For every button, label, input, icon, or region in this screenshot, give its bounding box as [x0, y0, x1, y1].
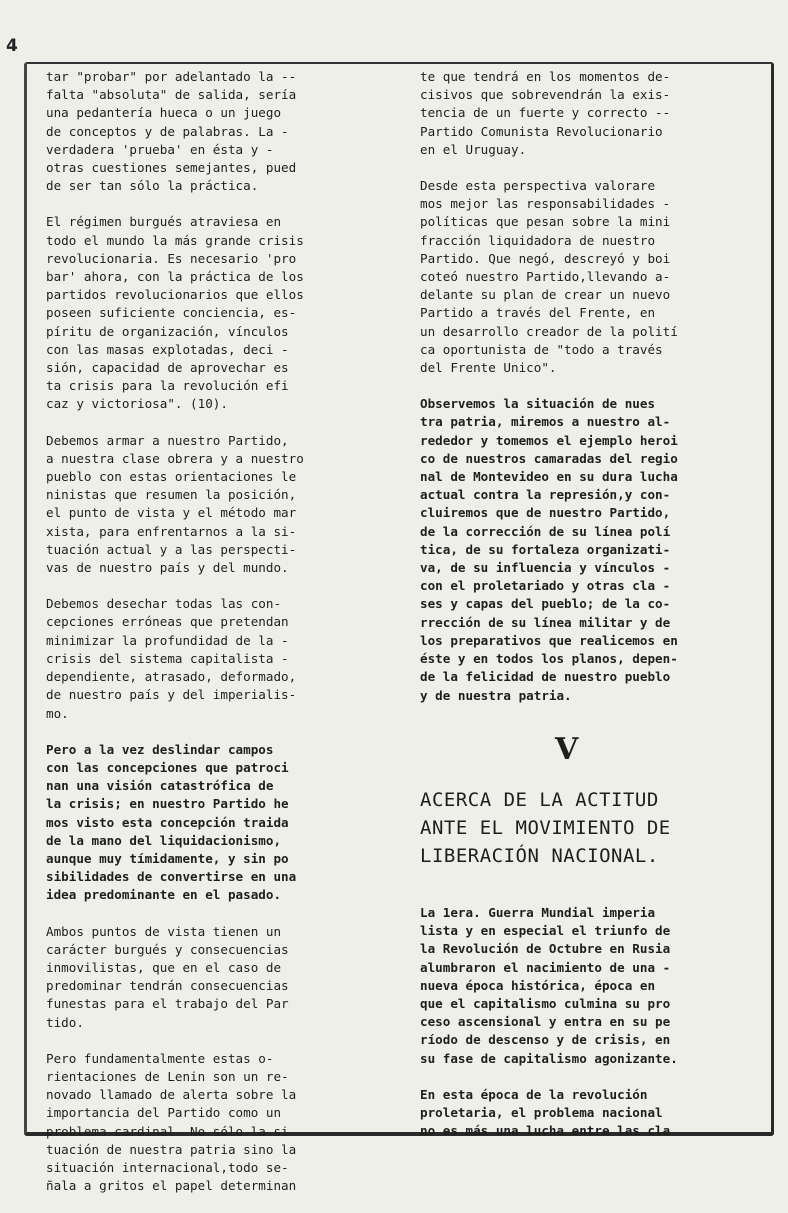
paragraph: Observemos la situación de nues tra patria, miremos a nuestro al- rededor y tomemos el ejemplo heroi co de nuestros camaradas del regio nal de Montevideo en su dura lucha actual contra la represión,y con- cluiremos que de nuestro Partido, de la corrección de su línea polí tica, de su fortaleza organizati- va, de su influencia y vínculos - con el proletariado y otras cla - ses y capas del pueblo; de la co- rrección de su línea militar y de los preparativos que realicemos en éste y en todos los planos, depen- de la felicidad de nuestro pueblo y de nuestra patria.	[420, 396, 678, 703]
section-body	[420, 904, 750, 1158]
paragraph: Ambos puntos de vista tienen un carácter burgués y consecuencias inmovilistas, que en el caso de predominar tendrán consecuencias funestas para el trabajo del Par tido.	[46, 923, 289, 1030]
paragraph: Debemos armar a nuestro Partido, a nuestra clase obrera y a nuestro pueblo con estas orientaciones le ninistas que resumen la posición, el punto de vista y el método mar xista, para enfrentarnos a la si- tuación actual y a las perspecti- vas de nuestro país y del mundo.	[46, 432, 304, 576]
paragraph: Pero fundamentalmente estas o- rientaciones de Lenin son un re- novado llamado de alerta sobre la importancia del Partido como un problema cardinal. No sólo la si tuación de nuestra patria sino la situación internacional,todo se- ñala a gritos el papel determinan	[46, 1050, 297, 1194]
paragraph: El régimen burgués atraviesa en todo el mundo la más grande crisis revolucionaria. Es necesario 'pro bar' ahora, con la práctica de los partidos revolucionarios que ellos poseen suficiente conciencia, es- píritu de organización, vínculos con las masas explotadas, deci - sión, capacidad de aprovechar es ta crisis para la revolución efi caz y victoriosa". (10).	[46, 214, 304, 412]
paragraph: La 1era. Guerra Mundial imperia lista y en especial el triunfo de la Revolución de Octubre en Rusia alumbraron el nacimiento de una - nueva época histórica, época en que el capitalismo culmina su pro ceso ascensional y entra en su pe ríodo de descenso y de crisis, en su fase de capitalismo agonizante.	[420, 905, 678, 1066]
paragraph: Pero a la vez deslindar campos con las concepciones que patroci nan una visión catastrófica de la crisis; en nuestro Partido he mos visto esta concepción traida de la mano del liquidacionismo, aunque muy tímidamente, y sin po sibilidades de convertirse en una idea predominante en el pasado.	[46, 741, 297, 903]
section-heading: ACERCA DE LA ACTITUD ANTE EL MOVIMIENTO DE LIBERACIÓN NACIONAL.	[420, 789, 671, 867]
right-column	[420, 68, 750, 723]
left-column	[46, 68, 376, 1213]
paragraph: te que tendrá en los momentos de- cisivos que sobrevendrán la exis- tencia de un fuerte y correcto -- Partido Comunista Revolucionario en el Uruguay.	[420, 69, 671, 157]
page-number: 4	[6, 36, 18, 56]
paragraph: Desde esta perspectiva valorare mos mejor las responsabilidades - políticas que pesan sobre la mini fracción liquidadora de nuestro Partido. Que negó, descreyó y boi coteó nuestro Partido,llevando a- delante su plan de crear un nuevo Partido a través del Frente, en un desarrollo creador de la polití ca oportunista de "todo a través del Frente Unico".	[420, 178, 678, 376]
section-number: V	[555, 732, 579, 767]
paragraph: tar "probar" por adelantado la -- falta "absoluta" de salida, sería una pedantería hueca o un juego de conceptos y de palabras. La - verdadera 'prueba' en ésta y - otras cuestiones semejantes, pued de ser tan sólo la práctica.	[46, 69, 297, 194]
paragraph: En esta época de la revolución proletaria, el problema nacional no es más una lucha entre las cla	[420, 1086, 671, 1139]
paragraph: Debemos desechar todas las con- cepciones erróneas que pretendan minimizar la profundidad de la - crisis del sistema capitalista - dependiente, atrasado, deformado, de nuestro país y del imperialis- mo.	[46, 596, 297, 721]
